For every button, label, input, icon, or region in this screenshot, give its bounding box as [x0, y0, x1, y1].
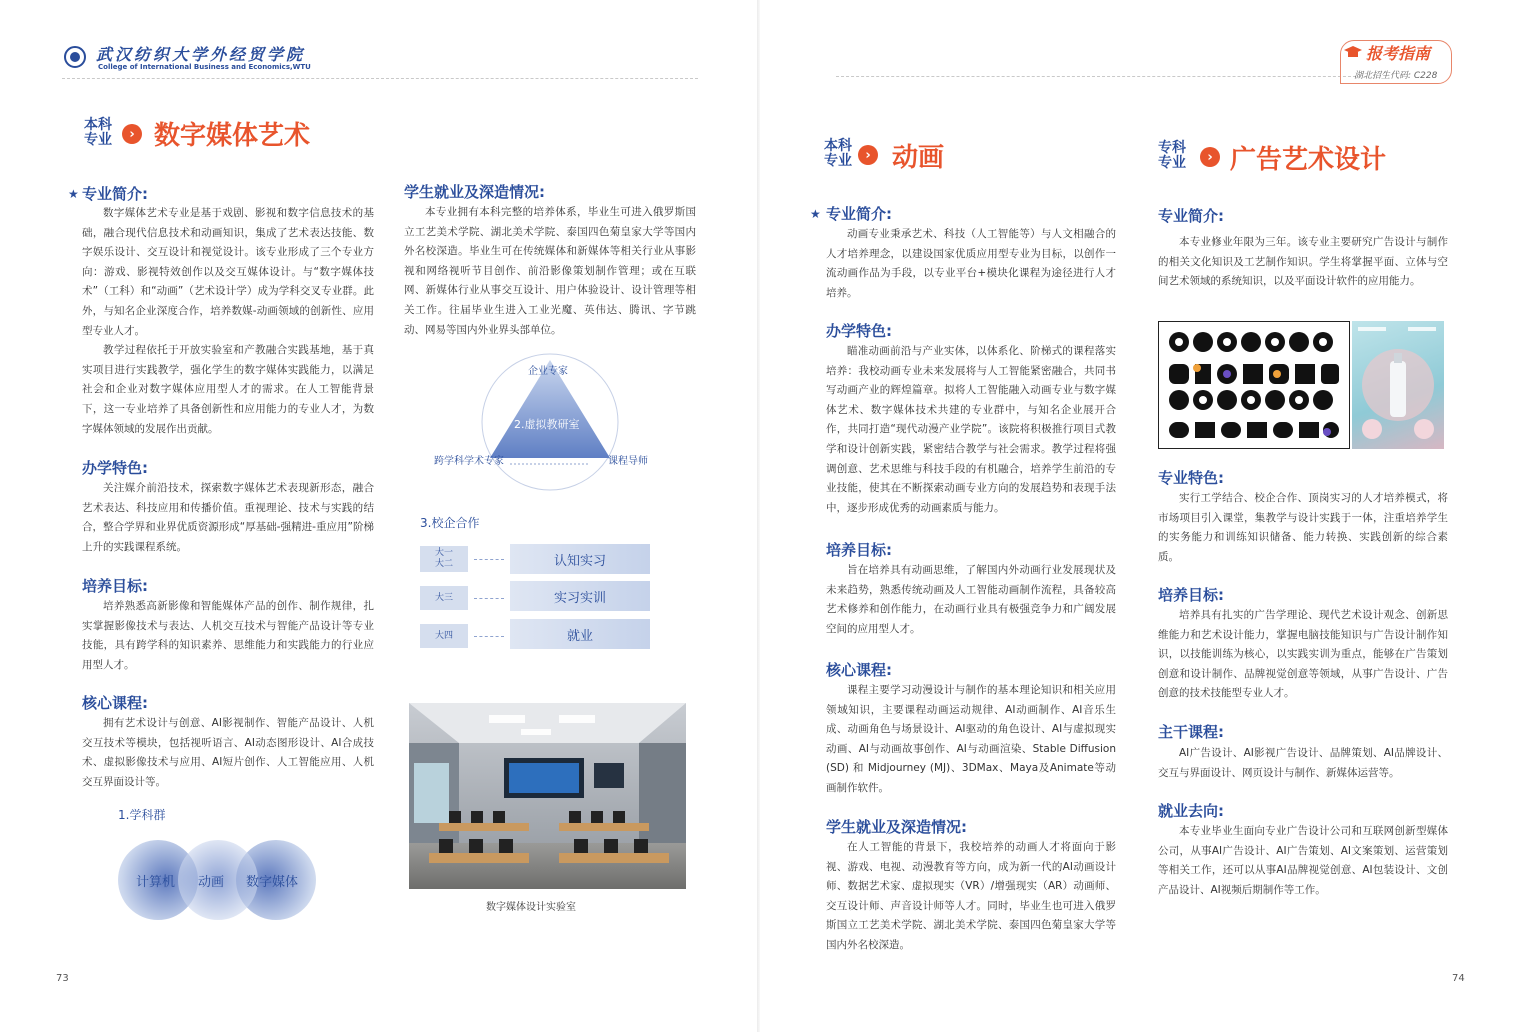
- mid-career-title: 学生就业及深造情况:: [826, 818, 967, 836]
- typography-glyphs: [1167, 328, 1343, 444]
- venn-label-animation: 动画: [198, 875, 225, 890]
- admission-guide-title: 报考指南: [1366, 44, 1431, 63]
- right-tag-line2: 专业: [1158, 155, 1186, 171]
- header-divider-right: [836, 76, 1356, 77]
- right-page: [760, 0, 1516, 1032]
- typography-artwork: [1158, 321, 1350, 449]
- admission-code: 湖北招生代码: C228: [1354, 71, 1438, 81]
- discipline-group-label: 1.学科群: [118, 808, 166, 822]
- triangle-center-label: 2.虚拟教研室: [514, 418, 580, 431]
- career-text: 本专业拥有本科完整的培养体系，毕业生可进入俄罗斯国立工艺美术学院、湖北美术学院、泰国四色菊皇家大学等国内外名校深造。毕业生可在传统媒体和新媒体等相关行业从事影视和网络视听节目创作、前沿影像策划制作管理；或在互联网、新媒体行业从事交互设计、用户体验设计、设计管理等相关工作。往届毕业生进入工业光魔、英伟达、腾讯、字节跳动、网易等国内外业界头部单位。: [404, 206, 696, 336]
- intro-paragraph-1: 数字媒体艺术专业是基于戏剧、影视和数字信息技术的基础，融合现代信息技术和动画知识，集成了艺术表达技能、数字娱乐设计、交互设计和视觉设计。该专业形成了三个专业方向：游戏、影视特效创作以及交互媒体设计。与“数字媒体技术”（工科）和“动画”（艺术设计学）成为学科交叉专业群。此外，与知名企业深度合作，培养数媒-动画领域的创新性、应用型专业人才。: [82, 207, 374, 337]
- school-logo-icon: [64, 46, 86, 68]
- mid-goal-text: 旨在培养具有动画思维，了解国内外动画行业发展现状及未来趋势，熟悉传统动画及人工智能动画制作流程，具备较高艺术修养和创作能力，在动画行业具有极强竞争力和广阔发展空间的应用型人才。: [826, 564, 1116, 635]
- lab-photo-caption: 数字媒体设计实验室: [486, 902, 576, 913]
- intro-title: 专业简介:: [82, 185, 148, 203]
- feature-text: 关注媒介前沿技术，探索数字媒体艺术表现新形态，融合艺术表达、科技应用和传播价值。重视理论、技术与实践的结合，整合学界和业界优质资源形成“厚基础-强精进-重应用”阶梯上升的实践课程系统。: [82, 482, 374, 553]
- goal-title: 培养目标:: [82, 577, 148, 595]
- major-title: 数字媒体艺术: [154, 121, 311, 151]
- mid-major-title: 动画: [892, 143, 945, 173]
- course-title: 核心课程:: [82, 694, 148, 712]
- poster-artwork: [1352, 321, 1444, 449]
- goal-text: 培养熟悉高新影像和智能媒体产品的创作、制作规律，扎实掌握影像技术与表达、人机交互技术与智能产品设计等专业技能，具有跨学科的知识素养、思维能力和实践能力的行业应用型人才。: [82, 600, 374, 671]
- star-icon: ★: [810, 207, 821, 221]
- coop-year-3: 大四: [420, 624, 468, 648]
- header-divider: [62, 78, 698, 79]
- major-tag: [84, 118, 112, 148]
- major-tag-line1: 本科: [84, 117, 112, 133]
- course-text: 拥有艺术设计与创意、AI影视制作、智能产品设计、人机交互技术等模块，包括视听语言、AI动态图形设计、AI合成技术、虚拟影像技术与应用、AI短片创作、人工智能应用、人机交互界面设计等。: [82, 717, 374, 788]
- right-intro-title: 专业简介:: [1158, 207, 1224, 225]
- right-career-text: 本专业毕业生面向专业广告设计公司和互联网创新型媒体公司，从事AI广告设计、AI广告策划、AI文案策划、运营策划等相关工作，还可以从事AI品牌视觉创意、AI包装设计、文创产品设计、AI视频后期制作等工作。: [1158, 825, 1448, 896]
- coop-year-1: 大一 大二: [420, 546, 468, 572]
- coop-arrow-1: [474, 559, 504, 560]
- school-name-cn: 武汉纺织大学外经贸学院: [96, 45, 306, 64]
- coop-arrow-2: [474, 598, 504, 599]
- mid-intro-text: 动画专业秉承艺术、科技（人工智能等）与人文相融合的人才培养理念，以建设国家优质应用型专业为目标，以创作一流动画作品为手段，以专业平台+模块化课程为途径进行人才培养。: [826, 228, 1116, 299]
- triangle-left-label: 跨学科学术专家: [434, 456, 504, 467]
- star-icon: ★: [68, 187, 79, 201]
- poster-illustration: [1352, 321, 1444, 449]
- coop-stage-2: 实习实训: [510, 581, 650, 611]
- mid-career-text: 在人工智能的背景下，我校培养的动画人才将面向于影视、游戏、电视、动漫教育等方向，成为新一代的AI动画设计师、数据艺术家、虚拟现实（VR）/增强现实（AR）动画师、交互设计师、声音设计师等人才。同时，毕业生也可进入俄罗斯国立工艺美术学院、湖北美术学院、泰国四色菊皇家大学等国内外名校深造。: [826, 841, 1116, 951]
- mid-intro-title: 专业简介:: [826, 205, 892, 223]
- arrow-right-icon: ›: [1200, 147, 1220, 167]
- mid-feature-text: 瞄准动画前沿与产业实体，以体系化、阶梯式的课程落实培养：我校动画专业未来发展将与人工智能紧密融合，共同书写动画产业的辉煌篇章。拟将人工智能融入动画专业与数字媒体艺术、数字媒体技术共建的专业群中，与知名企业展开合作，共同打造“现代动漫产业学院”。该院将积极推行项目式教学和设计创新实践，紧密结合教学与社会需求。教学过程将强调创意、艺术思维与科技手段的有机融合，培养学生前沿的专业技能，使其在不断探索动画专业方向的发展趋势和表现手法中，逐步形成优秀的动画素质与能力。: [826, 345, 1116, 514]
- right-course-title: 主干课程:: [1158, 723, 1224, 741]
- right-career-title: 就业去向:: [1158, 802, 1224, 820]
- mid-course-title: 核心课程:: [826, 661, 892, 679]
- page-number-left: 73: [56, 973, 69, 984]
- venn-label-computer: 计算机: [136, 875, 176, 890]
- right-major-title: 广告艺术设计: [1230, 145, 1387, 175]
- major-tag-line2: 专业: [84, 132, 112, 148]
- digital-media-lab-photo: [409, 703, 686, 889]
- mid-tag-line2: 专业: [824, 153, 852, 169]
- venn-label-digital-media: 数字媒体: [246, 875, 299, 890]
- right-feature-text: 实行工学结合、校企合作、顶岗实习的人才培养模式，将市场项目引入课堂，集教学与设计实践于一体，注重培养学生的实务能力和训练知识储备、能力转换、实践创新的综合素质。: [1158, 492, 1448, 563]
- triangle-top-label: 企业专家: [528, 366, 568, 377]
- right-goal-text: 培养具有扎实的广告学理论、现代艺术设计观念、创新思维能力和艺术设计能力，掌握电脑技能知识与广告设计制作知识，以技能训练为核心，以实践实训为重点，能够在广告策划创意和设计制作、品牌视觉创意等领域，从事广告设计、广告创意的技术技能型专业人才。: [1158, 609, 1448, 700]
- coop-stage-3: 就业: [510, 619, 650, 649]
- right-tag-line1: 专科: [1158, 140, 1186, 156]
- graduation-cap-icon: [1344, 46, 1362, 58]
- arrow-right-icon: ›: [858, 145, 878, 165]
- right-intro-text: 本专业修业年限为三年。该专业主要研究广告设计与制作的相关文化知识及工艺制作知识。学生将掌握平面、立体与空间艺术领域的系统知识，以及平面设计软件的应用能力。: [1158, 236, 1448, 288]
- mid-major-tag: [824, 139, 852, 169]
- coop-year-2: 大三: [420, 586, 468, 610]
- right-feature-title: 专业特色:: [1158, 469, 1224, 487]
- right-course-text: AI广告设计、AI影视广告设计、品牌策划、AI品牌设计、交互与界面设计、网页设计与制作、新媒体运营等。: [1158, 747, 1448, 779]
- right-major-tag: [1158, 141, 1186, 171]
- mid-tag-line1: 本科: [824, 138, 852, 154]
- right-goal-title: 培养目标:: [1158, 586, 1224, 604]
- mid-goal-title: 培养目标:: [826, 541, 892, 559]
- school-name-en: College of International Business and Economics,WTU: [98, 63, 311, 71]
- mid-feature-title: 办学特色:: [826, 322, 892, 340]
- triangle-right-label: 课程导师: [608, 456, 648, 467]
- feature-title: 办学特色:: [82, 459, 148, 477]
- intro-paragraph-2: 教学过程依托于开放实验室和产教融合实践基地，基于真实项目进行实践教学，强化学生的数字媒体实践能力，以满足社会和企业对数字媒体应用型人才的需求。在人工智能背景下，这一专业培养了具备创新性和应用能力的专业人才，为数字媒体领域的发展作出贡献。: [82, 344, 374, 435]
- coop-arrow-3: [474, 636, 504, 637]
- mid-course-text: 课程主要学习动漫设计与制作的基本理论知识和相关应用领域知识，主要课程动画运动规律、AI动画制作、AI音乐生成、动画角色与场景设计、AI驱动的角色设计、AI与虚拟现实动画、AI与动画故事创作、AI与动画渲染、Stable Diffusion (SD) 和 Midjourney (MJ)、3DMax、Maya及Animate等动画制作软件。: [826, 684, 1116, 794]
- page-number-right: 74: [1452, 973, 1465, 984]
- intro-text: [82, 204, 374, 439]
- career-title: 学生就业及深造情况:: [404, 183, 545, 201]
- arrow-right-icon: ›: [122, 124, 142, 144]
- coop-label: 3.校企合作: [420, 516, 480, 530]
- coop-stage-1: 认知实习: [510, 544, 650, 574]
